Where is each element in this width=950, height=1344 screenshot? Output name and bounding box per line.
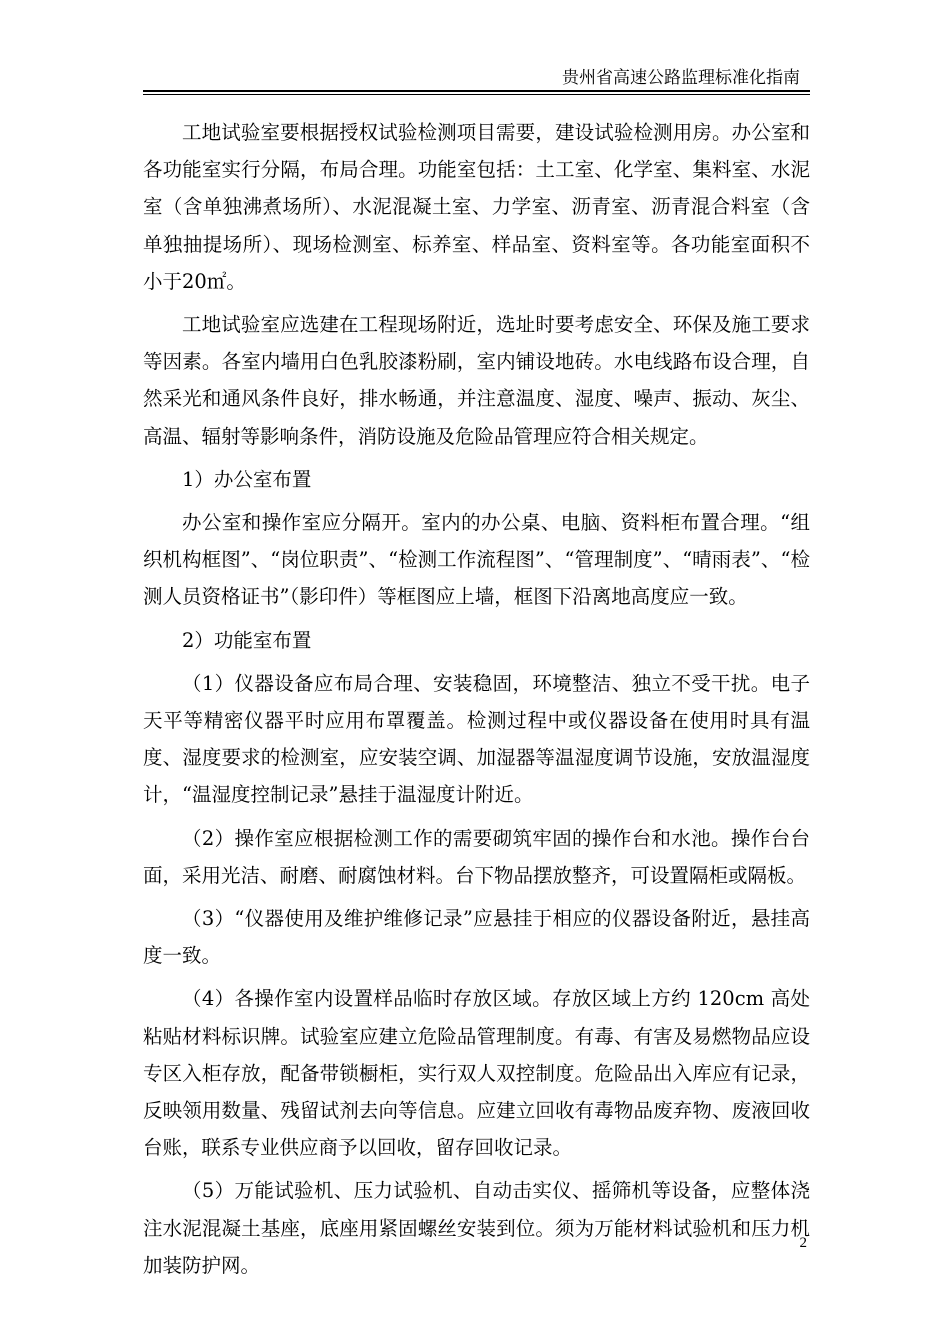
header-rule-thin <box>143 94 810 95</box>
paragraph-lab-rooms: 工地试验室要根据授权试验检测项目需要，建设试验检测用房。办公室和各功能室实行分隔，布局合理。功能室包括：土工室、化学室、集料室、水泥室（含单独沸煮场所）、水泥混凝土室、力学室、沥青室、沥青混合料室（含单独抽提场所）、现场检测室、标养室、样品室、资料室等。各功能室面积不小于20㎡。 <box>143 121 810 293</box>
paragraph-lab-site: 工地试验室应选建在工程现场附近，选址时要考虑安全、环保及施工要求等因素。各室内墙用白色乳胶漆粉刷，室内铺设地砖。水电线路布设合理，自然采光和通风条件良好，排水畅通，并注意温度、湿度、噪声、振动、灰尘、高温、辐射等影响条件，消防设施及危险品管理应符合相关规定。 <box>143 313 810 448</box>
paragraph-item-4: （4）各操作室内设置样品临时存放区域。存放区域上方约 120cm 高处粘贴材料标识牌。试验室应建立危险品管理制度。有毒、有害及易燃物品应设专区入柜存放，配备带锁橱柜，实行双人双控制度。危险品出入库应有记录，反映领用数量、残留试剂去向等信息。应建立回收有毒物品废弃物、废液回收台账，联系专业供应商予以回收，留存回收记录。 <box>143 987 810 1160</box>
paragraph-item-1: （1）仪器设备应布局合理、安装稳固，环境整洁、独立不受干扰。电子天平等精密仪器平时应用布罩覆盖。检测过程中或仪器设备在使用时具有温度、湿度要求的检测室，应安装空调、加湿器等温湿度调节设施，安放温湿度计，“温湿度控制记录”悬挂于温湿度计附近。 <box>143 671 810 807</box>
section-heading-function-rooms: 2）功能室布置 <box>182 628 312 652</box>
paragraph-item-3: （3）“仪器使用及维护维修记录”应悬挂于相应的仪器设备附近，悬挂高度一致。 <box>143 907 810 968</box>
section-heading-office: 1）办公室布置 <box>182 467 312 491</box>
paragraph-item-2: （2）操作室应根据检测工作的需要砌筑牢固的操作台和水池。操作台台面，采用光洁、耐磨、耐腐蚀材料。台下物品摆放整齐，可设置隔柜或隔板。 <box>143 826 810 887</box>
running-header-title: 贵州省高速公路监理标准化指南 <box>562 68 800 88</box>
body-text <box>143 114 810 1284</box>
paragraph-office-layout: 办公室和操作室应分隔开。室内的办公桌、电脑、资料柜布置合理。“组织机构框图”、“岗位职责”、“检测工作流程图”、“管理制度”、“晴雨表”、“检测人员资格证书”（影印件）等框图应上墙，框图下沿离地高度应一致。 <box>143 511 810 609</box>
header-rule-thick <box>143 90 810 92</box>
paragraph-item-5: （5）万能试验机、压力试验机、自动击实仪、摇筛机等设备，应整体浇注水泥混凝土基座，底座用紧固螺丝安装到位。须为万能材料试验机和压力机加装防护网。 <box>143 1179 810 1277</box>
page-number: 2 <box>799 1235 807 1251</box>
